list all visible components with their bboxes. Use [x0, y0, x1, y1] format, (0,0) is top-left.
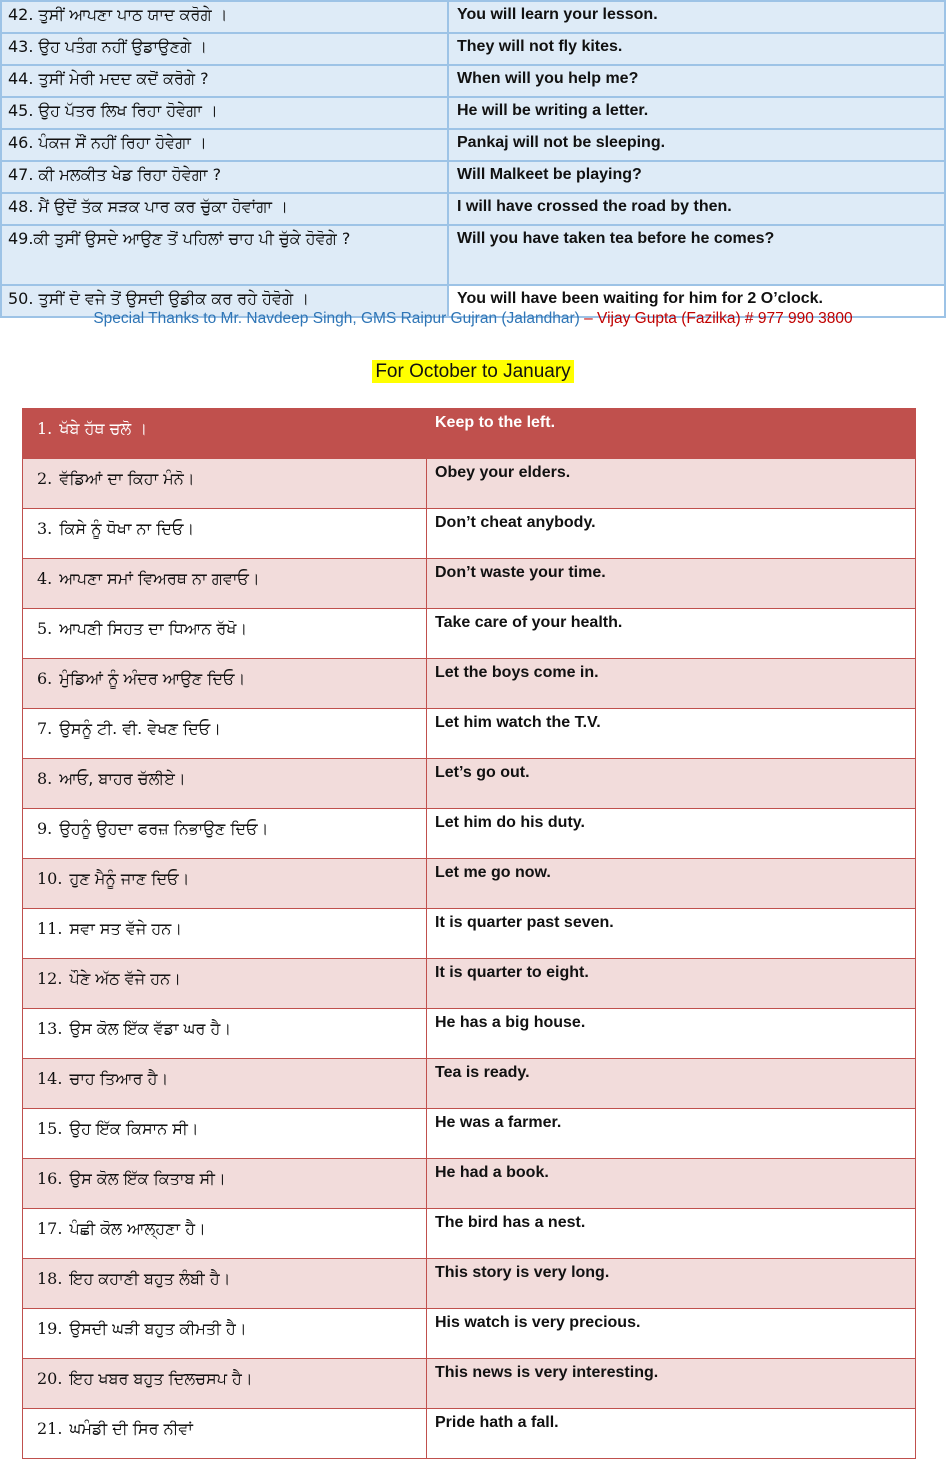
- table-row: [1, 193, 945, 225]
- english-sentence: He has a big house.: [427, 1009, 916, 1059]
- english-sentence: Let him watch the T.V.: [427, 709, 916, 759]
- credit-contact: – Vijay Gupta (Fazilka) # 977 990 3800: [584, 310, 853, 327]
- english-sentence: Keep to the left.: [427, 409, 916, 459]
- english-sentence: He had a book.: [427, 1159, 916, 1209]
- english-sentence: I will have crossed the road by then.: [448, 193, 945, 225]
- punjabi-sentence: 3. ਕਿਸੇ ਨੂੰ ਧੋਖਾ ਨਾ ਦਿਓ।: [23, 509, 427, 559]
- punjabi-sentence: 21. ਘਮੰਡੀ ਦੀ ਸਿਰ ਨੀਵਾਂ: [23, 1409, 427, 1459]
- table-row: [1, 65, 945, 97]
- table-row: [1, 161, 945, 193]
- english-sentence: His watch is very precious.: [427, 1309, 916, 1359]
- punjabi-sentence: 49.ਕੀ ਤੁਸੀਂ ਉਸਦੇ ਆਉਣ ਤੋਂ ਪਹਿਲਾਂ ਚਾਹ ਪੀ ਚੁੱਕੇ ਹੋਵੋਗੇ ?: [1, 225, 448, 285]
- english-sentence: Don’t waste your time.: [427, 559, 916, 609]
- table-row: [23, 709, 916, 759]
- table-row: [23, 1409, 916, 1459]
- english-sentence: Let’s go out.: [427, 759, 916, 809]
- english-sentence: Take care of your health.: [427, 609, 916, 659]
- sentences-table: [22, 408, 916, 1459]
- table-row: [23, 909, 916, 959]
- english-sentence: Pride hath a fall.: [427, 1409, 916, 1459]
- punjabi-sentence: 1. ਖੱਬੇ ਹੱਥ ਚਲੋ ।: [23, 409, 427, 459]
- punjabi-sentence: 18. ਇਹ ਕਹਾਣੀ ਬਹੁਤ ਲੰਬੀ ਹੈ।: [23, 1259, 427, 1309]
- punjabi-sentence: 20. ਇਹ ਖਬਰ ਬਹੁਤ ਦਿਲਚਸਪ ਹੈ।: [23, 1359, 427, 1409]
- table-row: [23, 809, 916, 859]
- table-row: [23, 759, 916, 809]
- punjabi-sentence: 50. ਤੁਸੀਂ ਦੋ ਵਜੇ ਤੋਂ ਉਸਦੀ ਉਡੀਕ ਕਰ ਰਹੇ ਹੋਵੋਗੇ ।: [1, 285, 448, 317]
- table-row: [23, 1009, 916, 1059]
- table-row: [23, 1109, 916, 1159]
- punjabi-sentence: 44. ਤੁਸੀਂ ਮੇਰੀ ਮਦਦ ਕਦੋਂ ਕਰੋਗੇ ?: [1, 65, 448, 97]
- section-title-text: For October to January: [372, 360, 573, 383]
- english-sentence: This news is very interesting.: [427, 1359, 916, 1409]
- english-sentence: Let me go now.: [427, 859, 916, 909]
- punjabi-sentence: 10. ਹੁਣ ਮੈਨੂੰ ਜਾਣ ਦਿਓ।: [23, 859, 427, 909]
- punjabi-sentence: 45. ਉਹ ਪੱਤਰ ਲਿਖ ਰਿਹਾ ਹੋਵੇਗਾ ।: [1, 97, 448, 129]
- table-row: [1, 225, 945, 285]
- table-row: [23, 1359, 916, 1409]
- english-sentence: Let the boys come in.: [427, 659, 916, 709]
- punjabi-sentence: 42. ਤੁਸੀਂ ਆਪਣਾ ਪਾਠ ਯਾਦ ਕਰੋਗੇ ।: [1, 1, 448, 33]
- english-sentence: Let him do his duty.: [427, 809, 916, 859]
- punjabi-sentence: 8. ਆਓ, ਬਾਹਰ ਚੱਲੀਏ।: [23, 759, 427, 809]
- table-row: [23, 1059, 916, 1109]
- english-sentence: They will not fly kites.: [448, 33, 945, 65]
- table-row: [23, 1159, 916, 1209]
- table-row: [23, 1259, 916, 1309]
- punjabi-sentence: 47. ਕੀ ਮਲਕੀਤ ਖੇਡ ਰਿਹਾ ਹੋਵੇਗਾ ?: [1, 161, 448, 193]
- table-row: [23, 409, 916, 459]
- english-sentence: Will Malkeet be playing?: [448, 161, 945, 193]
- punjabi-sentence: 6. ਮੁੰਡਿਆਂ ਨੂੰ ਅੰਦਰ ਆਉਣ ਦਿਓ।: [23, 659, 427, 709]
- english-sentence: Tea is ready.: [427, 1059, 916, 1109]
- english-sentence: It is quarter to eight.: [427, 959, 916, 1009]
- english-sentence: You will have been waiting for him for 2 O’clock.: [448, 285, 945, 317]
- punjabi-sentence: 11. ਸਵਾ ਸਤ ਵੱਜੇ ਹਨ।: [23, 909, 427, 959]
- section-title: [0, 361, 946, 383]
- thanks-text: Special Thanks to Mr. Navdeep Singh, GMS Raipur Gujran (Jalandhar): [93, 310, 585, 327]
- punjabi-sentence: 14. ਚਾਹ ਤਿਆਰ ਹੈ।: [23, 1059, 427, 1109]
- english-sentence: Will you have taken tea before he comes?: [448, 225, 945, 285]
- punjabi-sentence: 16. ਉਸ ਕੋਲ ਇੱਕ ਕਿਤਾਬ ਸੀ।: [23, 1159, 427, 1209]
- punjabi-sentence: 48. ਮੈਂ ਉਦੋਂ ਤੱਕ ਸੜਕ ਪਾਰ ਕਰ ਚੁੱਕਾ ਹੋਵਾਂਗਾ ।: [1, 193, 448, 225]
- english-sentence: Don’t cheat anybody.: [427, 509, 916, 559]
- table-row: [23, 459, 916, 509]
- punjabi-sentence: 12. ਪੌਣੇ ਅੱਠ ਵੱਜੇ ਹਨ।: [23, 959, 427, 1009]
- table-row: [1, 97, 945, 129]
- english-sentence: He was a farmer.: [427, 1109, 916, 1159]
- table-row: [23, 609, 916, 659]
- punjabi-sentence: 2. ਵੱਡਿਆਂ ਦਾ ਕਿਹਾ ਮੰਨੋ।: [23, 459, 427, 509]
- table-row: [1, 129, 945, 161]
- english-sentence: He will be writing a letter.: [448, 97, 945, 129]
- thanks-credit-line: [0, 310, 946, 328]
- punjabi-sentence: 17. ਪੰਛੀ ਕੋਲ ਆਲ੍ਹਣਾ ਹੈ।: [23, 1209, 427, 1259]
- punjabi-sentence: 5. ਆਪਣੀ ਸਿਹਤ ਦਾ ਧਿਆਨ ਰੱਖੋ।: [23, 609, 427, 659]
- punjabi-sentence: 4. ਆਪਣਾ ਸਮਾਂ ਵਿਅਰਥ ਨਾ ਗਵਾਓ।: [23, 559, 427, 609]
- punjabi-sentence: 43. ਉਹ ਪਤੰਗ ਨਹੀਂ ਉਡਾਉਣਗੇ ।: [1, 33, 448, 65]
- table-row: [23, 1209, 916, 1259]
- table-row: [23, 559, 916, 609]
- punjabi-sentence: 15. ਉਹ ਇੱਕ ਕਿਸਾਨ ਸੀ।: [23, 1109, 427, 1159]
- english-sentence: The bird has a nest.: [427, 1209, 916, 1259]
- english-sentence: When will you help me?: [448, 65, 945, 97]
- english-sentence: You will learn your lesson.: [448, 1, 945, 33]
- english-sentence: Pankaj will not be sleeping.: [448, 129, 945, 161]
- punjabi-sentence: 13. ਉਸ ਕੋਲ ਇੱਕ ਵੱਡਾ ਘਰ ਹੈ।: [23, 1009, 427, 1059]
- table-row: [23, 1309, 916, 1359]
- table-row: [1, 1, 945, 33]
- english-sentence: It is quarter past seven.: [427, 909, 916, 959]
- punjabi-sentence: 7. ਉਸਨੂੰ ਟੀ. ਵੀ. ਵੇਖਣ ਦਿਓ।: [23, 709, 427, 759]
- punjabi-sentence: 9. ਉਹਨੂੰ ਉਹਦਾ ਫਰਜ਼ ਨਿਭਾਉਣ ਦਿਓ।: [23, 809, 427, 859]
- english-sentence: This story is very long.: [427, 1259, 916, 1309]
- table-row: [23, 859, 916, 909]
- punjabi-sentence: 46. ਪੰਕਜ ਸੌਂ ਨਹੀਂ ਰਿਹਾ ਹੋਵੇਗਾ ।: [1, 129, 448, 161]
- english-sentence: Obey your elders.: [427, 459, 916, 509]
- table-row: [1, 33, 945, 65]
- future-tense-table: [0, 0, 946, 318]
- table-row: [23, 509, 916, 559]
- table-row: [23, 659, 916, 709]
- punjabi-sentence: 19. ਉਸਦੀ ਘੜੀ ਬਹੁਤ ਕੀਮਤੀ ਹੈ।: [23, 1309, 427, 1359]
- table-row: [23, 959, 916, 1009]
